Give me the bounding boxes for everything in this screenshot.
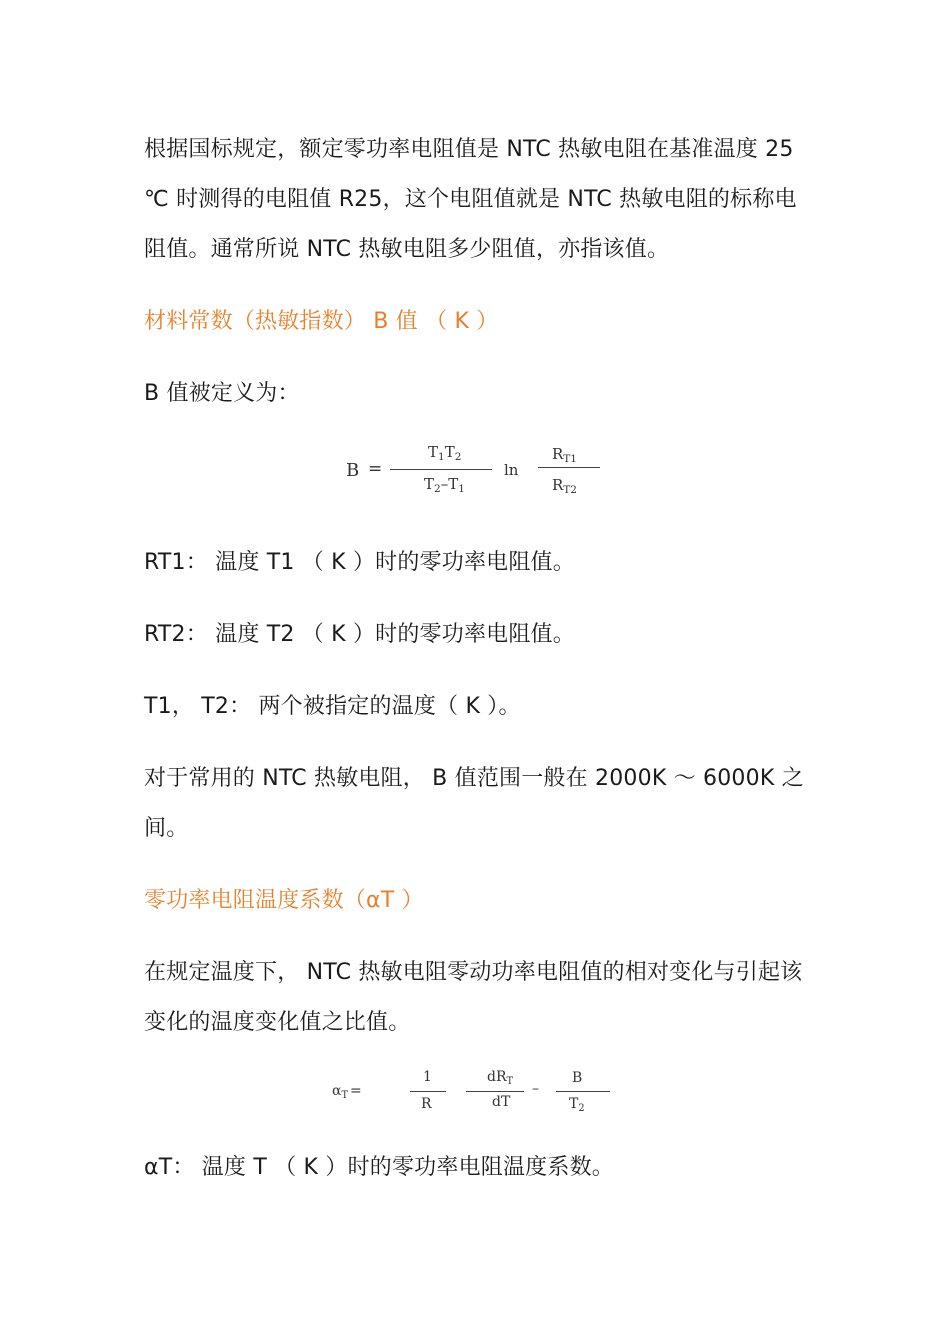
heading-b-value: 材料常数（热敏指数） B 值 （ K ） [144,309,499,334]
alpha-t-definition: αT： 温度 T （ K ）时的零功率电阻温度系数。 [144,1155,614,1180]
formula-b-numerator-2: $R_{T1}$ [552,445,577,466]
formula-alpha [330,1064,620,1124]
heading-alpha-t: 零功率电阻温度系数（αT ） [144,888,424,913]
formula-alpha-numerator-1: 1 [423,1069,432,1085]
formula-b-ln: ln [504,461,519,479]
formula-b-equals: = [368,459,383,479]
formula-alpha-numerator-2: $dR_T$ [487,1069,514,1087]
formula-alpha-denominator-2: dT [492,1094,511,1110]
formula-alpha-lhs: $\alpha_T$ = [332,1083,362,1101]
t1-t2-definition: T1， T2： 两个被指定的温度（ K ）。 [144,694,521,719]
rt2-definition: RT2： 温度 T2 （ K ）时的零功率电阻值。 [144,622,575,647]
formula-b-denominator-1: $T_2-T_1$ [424,475,465,496]
formula-b-denominator-2: $R_{T2}$ [552,476,577,497]
b-defined-text: B 值被定义为： [144,381,300,406]
alpha-definition-paragraph [144,948,814,1048]
intro-line-3: 阻值。通常所说 NTC 热敏电阻多少阻值，亦指该值。 [144,237,670,262]
formula-alpha-minus: – [532,1081,539,1097]
formula-alpha-denominator-1: R [421,1096,432,1112]
b-range-paragraph [144,754,814,854]
formula-b-fraction-bar-1 [390,469,492,470]
formula-b [340,440,620,500]
formula-alpha-fraction-bar-1 [410,1091,446,1092]
intro-line-2: ℃ 时测得的电阻值 R25，这个电阻值就是 NTC 热敏电阻的标称电 [144,187,797,212]
alpha-definition-line-2: 变化的温度变化值之比值。 [144,1010,411,1035]
formula-b-numerator-1: $T_1T_2$ [428,443,462,464]
formula-alpha-denominator-3: $T_2$ [569,1096,585,1114]
intro-line-1: 根据国标规定，额定零功率电阻值是 NTC 热敏电阻在基准温度 25 [144,137,794,162]
intro-paragraph [144,125,814,275]
formula-alpha-fraction-bar-2 [466,1091,524,1092]
rt1-definition: RT1： 温度 T1 （ K ）时的零功率电阻值。 [144,550,575,575]
b-range-line-2: 间。 [144,816,189,841]
formula-b-fraction-bar-2 [538,467,600,468]
formula-alpha-fraction-bar-3 [556,1091,610,1092]
alpha-definition-line-1: 在规定温度下， NTC 热敏电阻零动功率电阻值的相对变化与引起该 [144,960,803,985]
formula-b-lhs: B [346,460,360,481]
formula-alpha-numerator-3: B [572,1070,583,1086]
b-range-line-1: 对于常用的 NTC 热敏电阻， B 值范围一般在 2000K ～ 6000K 之 [144,766,804,791]
